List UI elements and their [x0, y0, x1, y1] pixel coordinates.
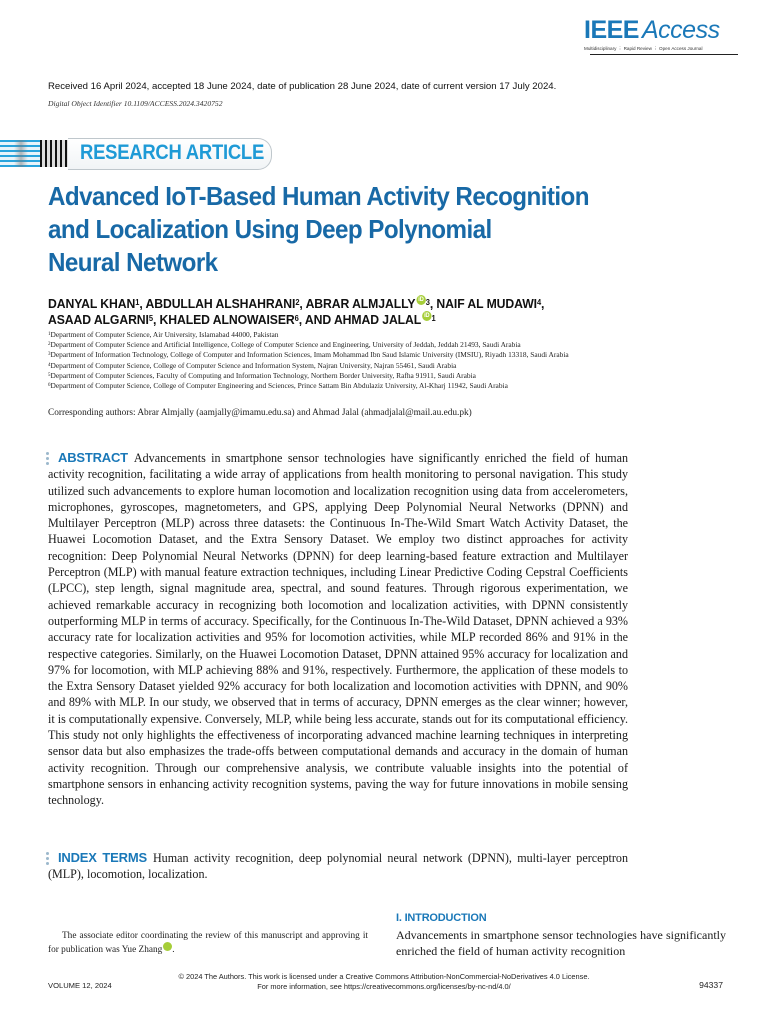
logo-wordmark	[584, 16, 720, 44]
journal-logo	[584, 16, 720, 52]
title-line-1: Advanced IoT-Based Human Activity Recognition	[48, 181, 589, 211]
affiliation: $^6$Department of Computer Science, College of Computer Engineering and Sciences, Prince Sattam Bin Abdulaziz University, Al-Kharj 11942, Saudi Arabia	[48, 381, 508, 391]
editor-note-text: The associate editor coordinating the review of this manuscript and approving it for publication was Yue Zhang	[48, 931, 368, 955]
author: DANYAL KHAN$^1$,	[48, 296, 146, 311]
license-line-2[interactable]: For more information, see https://creativecommons.org/licenses/by-nc-nd/4.0/	[257, 982, 511, 991]
index-terms-label: INDEX TERMS	[58, 850, 147, 865]
affiliations	[48, 330, 688, 391]
license-notice	[0, 972, 768, 992]
author: NAIF AL MUDAWI$^4$,	[436, 296, 545, 311]
author: AND AHMAD JALAL iD $^1$	[304, 312, 436, 327]
article-type-label: RESEARCH ARTICLE	[80, 141, 265, 164]
author: ABRAR ALMJALLY iD $^3$,	[305, 296, 437, 311]
orcid-icon[interactable]: iD	[424, 313, 430, 319]
affiliation: $^1$Department of Computer Science, Air University, Islamabad 44000, Pakistan	[48, 330, 279, 339]
affiliation: $^5$Department of Computer Sciences, Faculty of Computing and Information Technology, Northern Border University, Rafha 91911, Saudi Arabia	[48, 370, 476, 380]
editor-footnote: The associate editor coordinating the review of this manuscript and approving it for publication was Yue Zhang iD.	[48, 931, 368, 955]
header-divider	[590, 54, 738, 55]
index-terms	[48, 850, 628, 883]
author: ABDULLAH ALSHAHRANI$^2$,	[145, 296, 306, 311]
page-number: 94337	[699, 980, 723, 990]
orcid-icon[interactable]: iD	[418, 297, 424, 303]
corresponding-authors: Corresponding authors: Abrar Almjally (aamjally@imamu.edu.sa) and Ahmad Jalal (ahmadjalal@mail.au.edu.pk)	[48, 408, 472, 418]
author-list	[48, 296, 631, 328]
section-heading-introduction: I. INTRODUCTION	[396, 912, 487, 924]
affiliation: $^4$Department of Computer Science, College of Computer Science and Information System, Najran University, Najran 55461, Saudi Arabia	[48, 360, 457, 370]
logo-ieee: IEEE	[584, 16, 639, 44]
affiliation: $^3$Department of Information Technology, College of Computer and Information Sciences, Imam Mohammad Ibn Saud Islamic University (IMSIU), Riyadh 13318, Saudi Arabia	[48, 350, 569, 360]
doi-line: Digital Object Identifier 10.1109/ACCESS.2024.3420752	[48, 99, 223, 108]
title-line-2: and Localization Using Deep Polynomial	[48, 214, 492, 244]
logo-access: Access	[641, 16, 720, 44]
abstract-label: ABSTRACT	[58, 450, 128, 465]
author: KHALED ALNOWAISER$^6$,	[159, 312, 305, 327]
introduction-text: Advancements in smartphone sensor technologies have significantly enriched the field of human activity recognition	[396, 928, 726, 958]
banner-barcode-icon	[40, 140, 68, 167]
banner-stripes-icon	[0, 140, 42, 167]
publication-dates: Received 16 April 2024, accepted 18 June 2024, date of publication 28 June 2024, date of current version 17 July 2024.	[48, 81, 557, 92]
article-type-banner	[0, 138, 272, 170]
paper-title	[48, 180, 606, 279]
logo-tagline: Multidisciplinary ⋮ Rapid Review ⋮ Open Access Journal	[584, 46, 703, 51]
orcid-icon[interactable]: iD	[163, 942, 172, 951]
abstract	[48, 450, 628, 809]
author: ASAAD ALGARNI$^5$,	[48, 312, 160, 327]
index-terms-text: Human activity recognition, deep polynomial neural network (DPNN), multi-layer perceptron (MLP), locomotion, localization.	[48, 851, 628, 882]
abstract-text: Advancements in smartphone sensor technologies have significantly enriched the field of human activity recognition, facilitating a wide array of applications from health monitoring to personal navigation. This study utilized such advancements to explore human locomotion and localization recognition using data from accelerometers, microphones, gyroscopes, magnetometers, and GPS, applying Deep Polynomial Neural Networks (DPNN) and Multilayer Perceptron (MLP) across three datasets: the Continuous In-The-Wild Smart Watch Activity Dataset, the Huawei Locomotion Dataset, and the Extra Sensory Dataset. We employ two distinct approaches for activity recognition: Deep Polynomial Neural Networks (DPNN) for deep learning-based feature extraction and Multilayer Perceptron (MLP) with manual feature extraction techniques, including Linear Predictive Coding Cepstral Coefficients (LPCC), step length, signal magnitude area, spectral, and sound features. Through rigorous experimentation, we achieved remarkable accuracy in recognizing both locomotion and localization activities, with DPNN consistently outperforming MLP in terms of accuracy. Specifically, for the Continuous In-The-Wild Dataset, DPNN achieved a 93% accuracy rate for localization activities and 95% for locomotion activities, while MLP recorded 86% and 91% in the respective categories. Similarly, on the Huawei Locomotion Dataset, DPNN attained 95% accuracy for localization and 97% for locomotion, with MLP achieving 88% and 91%, respectively. Furthermore, the application of these models to the Extra Sensory Dataset yielded 92% accuracy for both localization and locomotion activities with DPNN, and 90% and 89% with MLP. In our study, we observed that in terms of accuracy, DPNN emerges as the clear winner; however, it is computationally expensive. Conversely, MLP, while being less accurate, stands out for its computational efficiency. This study not only highlights the effectiveness of incorporating advanced machine learning techniques in interpreting sensor data but also emphasizes the trade-offs between computational demands and accuracy in the domain of human activity recognition. Through our comprehensive analysis, we contribute valuable insights into the potential of smartphone sensors in enhancing activity recognition systems, paving the way for future innovations in mobile sensing technology.	[48, 451, 628, 808]
license-line-1: © 2024 The Authors. This work is licensed under a Creative Commons Attribution-NonCommercial-NoDerivatives 4.0 License.	[178, 972, 590, 981]
affiliation: $^2$Department of Computer Science and Artificial Intelligence, College of Computer Science and Engineering, University of Jeddah, Jeddah 21493, Saudi Arabia	[48, 340, 521, 350]
title-line-3: Neural Network	[48, 247, 218, 277]
volume-label: VOLUME 12, 2024	[48, 981, 112, 990]
